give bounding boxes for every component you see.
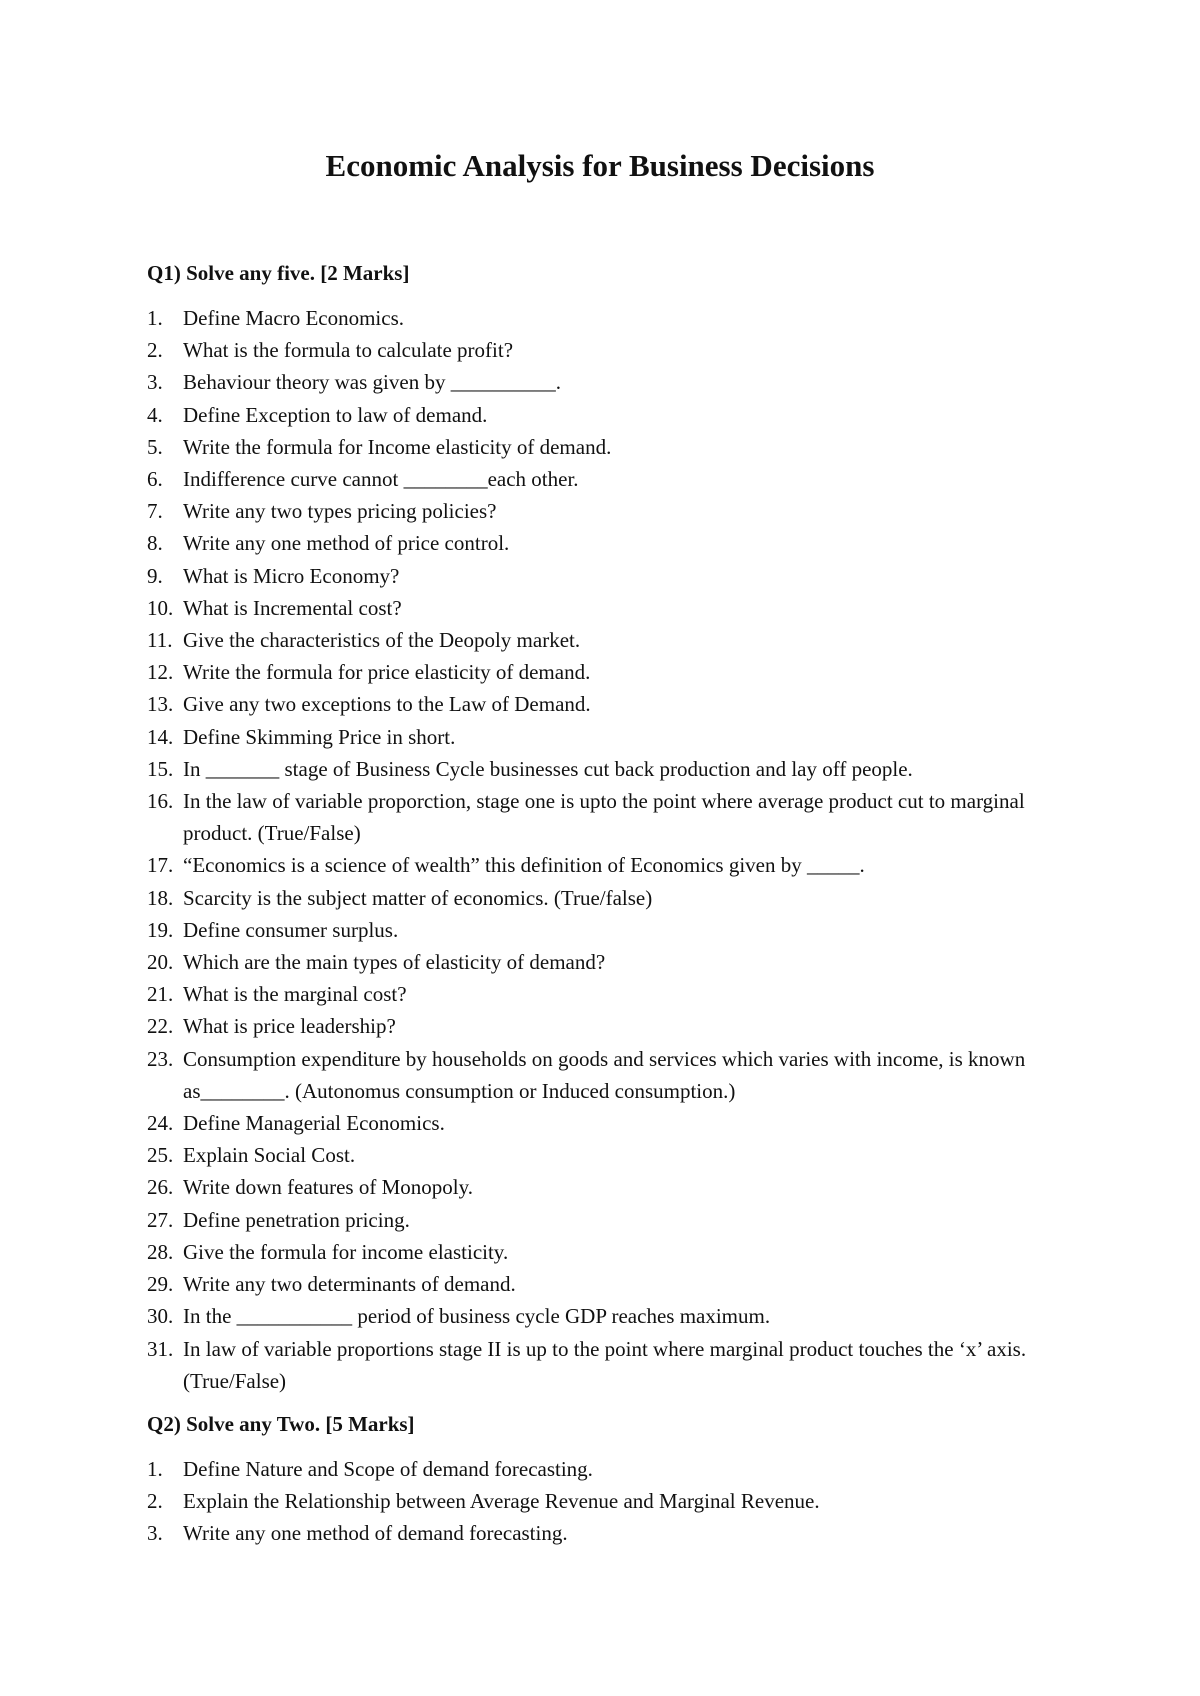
question-text: Define Skimming Price in short. <box>183 724 456 749</box>
question-text: Define Nature and Scope of demand forecasting. <box>183 1457 593 1481</box>
question-text: Define Exception to law of demand. <box>183 402 488 427</box>
question-number: 17. <box>147 853 174 878</box>
question-item <box>147 721 1077 753</box>
question-item <box>147 914 1077 946</box>
question-item <box>147 882 1077 914</box>
question-text: What is Micro Economy? <box>183 563 400 588</box>
question-text: “Economics is a science of wealth” this definition of Economics given by _____. <box>183 853 865 878</box>
question-item <box>147 1010 1077 1042</box>
question-text: Behaviour theory was given by __________. <box>183 370 561 395</box>
question-text: In _______ stage of Business Cycle businesses cut back production and lay off people. <box>183 756 913 781</box>
question-text: What is Incremental cost? <box>183 595 402 620</box>
question-text: Explain Social Cost. <box>183 1143 356 1168</box>
question-item <box>147 785 1077 849</box>
question-number: 15. <box>147 756 174 781</box>
question-number: 2. <box>147 338 163 363</box>
question-text: Write the formula for price elasticity of demand. <box>183 660 591 685</box>
question-number: 22. <box>147 1014 174 1039</box>
question-number: 10. <box>147 595 174 620</box>
question-item <box>147 1171 1077 1203</box>
question-number: 9. <box>147 563 163 588</box>
question-text: Which are the main types of elasticity of demand? <box>183 950 606 975</box>
question-text: In the ___________ period of business cycle GDP reaches maximum. <box>183 1304 771 1329</box>
question-item <box>147 1107 1077 1139</box>
question-text: Define consumer surplus. <box>183 917 399 942</box>
question-number: 14. <box>147 724 174 749</box>
question-item <box>147 688 1077 720</box>
question-number: 26. <box>147 1175 174 1200</box>
section-heading: Q1) Solve any five. [2 Marks] <box>147 261 410 285</box>
question-list <box>147 302 1077 1397</box>
question-item <box>147 399 1077 431</box>
question-number: 31. <box>147 1336 174 1361</box>
question-item <box>147 978 1077 1010</box>
question-text: Define penetration pricing. <box>183 1207 410 1232</box>
question-number: 6. <box>147 467 163 492</box>
question-number: 30. <box>147 1304 174 1329</box>
question-item <box>147 495 1077 527</box>
question-item <box>147 1204 1077 1236</box>
question-number: 25. <box>147 1143 174 1168</box>
question-text: Define Managerial Economics. <box>183 1111 445 1136</box>
question-number: 20. <box>147 950 174 975</box>
question-text: What is the formula to calculate profit? <box>183 338 514 363</box>
question-number: 18. <box>147 885 174 910</box>
question-text: Give the characteristics of the Deopoly market. <box>183 628 581 653</box>
question-item <box>147 1043 1077 1107</box>
question-number: 16. <box>147 789 174 814</box>
question-item <box>147 302 1077 334</box>
question-item <box>147 334 1077 366</box>
question-item <box>147 1517 1077 1549</box>
question-number: 8. <box>147 531 163 556</box>
question-number: 3. <box>147 370 163 395</box>
question-item <box>147 560 1077 592</box>
question-item <box>147 624 1077 656</box>
question-number: 3. <box>147 1521 163 1546</box>
question-item <box>147 1139 1077 1171</box>
question-text: What is the marginal cost? <box>183 982 407 1007</box>
question-item <box>147 849 1077 881</box>
question-item <box>147 592 1077 624</box>
question-text: Write any two determinants of demand. <box>183 1272 516 1297</box>
question-item <box>147 1333 1077 1397</box>
section-q1 <box>147 258 1077 1397</box>
question-list <box>147 1453 1077 1550</box>
question-text: Write any two types pricing policies? <box>183 499 497 524</box>
question-item <box>147 463 1077 495</box>
question-number: 12. <box>147 660 174 685</box>
question-text: Define Macro Economics. <box>183 306 405 330</box>
question-item <box>147 1236 1077 1268</box>
question-text: Explain the Relationship between Average Revenue and Marginal Revenue. <box>183 1489 820 1514</box>
question-text: Consumption expenditure by households on goods and services which varies with income, is known as________. (Autonomus consumption or Induced consumption.) <box>183 1046 1026 1103</box>
question-text: Give any two exceptions to the Law of Demand. <box>183 692 591 717</box>
question-number: 24. <box>147 1111 174 1136</box>
question-text: Scarcity is the subject matter of economics. (True/false) <box>183 885 653 910</box>
question-item <box>147 1453 1077 1485</box>
question-number: 2. <box>147 1489 163 1514</box>
question-number: 1. <box>147 1457 163 1481</box>
question-item <box>147 366 1077 398</box>
question-number: 5. <box>147 434 163 459</box>
question-number: 27. <box>147 1207 174 1232</box>
question-item <box>147 1268 1077 1300</box>
question-text: Indifference curve cannot ________each other. <box>183 467 579 492</box>
question-number: 28. <box>147 1239 174 1264</box>
question-item <box>147 527 1077 559</box>
question-number: 21. <box>147 982 174 1007</box>
question-text: Write down features of Monopoly. <box>183 1175 473 1200</box>
question-item <box>147 431 1077 463</box>
question-text: What is price leadership? <box>183 1014 396 1039</box>
question-number: 23. <box>147 1046 174 1071</box>
question-text: Write any one method of price control. <box>183 531 510 556</box>
question-text: In law of variable proportions stage II is up to the point where marginal product touches the ‘x’ axis. (True/False) <box>183 1336 1027 1393</box>
question-item <box>147 753 1077 785</box>
question-item <box>147 946 1077 978</box>
question-number: 11. <box>147 628 173 653</box>
document-title: Economic Analysis for Business Decisions <box>325 148 875 183</box>
question-number: 1. <box>147 306 163 330</box>
section-q2 <box>147 1409 1077 1550</box>
question-number: 7. <box>147 499 163 524</box>
question-item <box>147 1300 1077 1332</box>
question-item <box>147 656 1077 688</box>
question-number: 4. <box>147 402 163 427</box>
question-text: Write any one method of demand forecasting. <box>183 1521 568 1546</box>
question-number: 13. <box>147 692 174 717</box>
section-heading: Q2) Solve any Two. [5 Marks] <box>147 1412 415 1436</box>
question-text: Write the formula for Income elasticity of demand. <box>183 434 612 459</box>
question-number: 19. <box>147 917 174 942</box>
question-number: 29. <box>147 1272 174 1297</box>
question-text: Give the formula for income elasticity. <box>183 1239 509 1264</box>
question-text: In the law of variable proporction, stage one is upto the point where average product cut to marginal product. (True/False) <box>183 789 1025 846</box>
question-item <box>147 1485 1077 1517</box>
